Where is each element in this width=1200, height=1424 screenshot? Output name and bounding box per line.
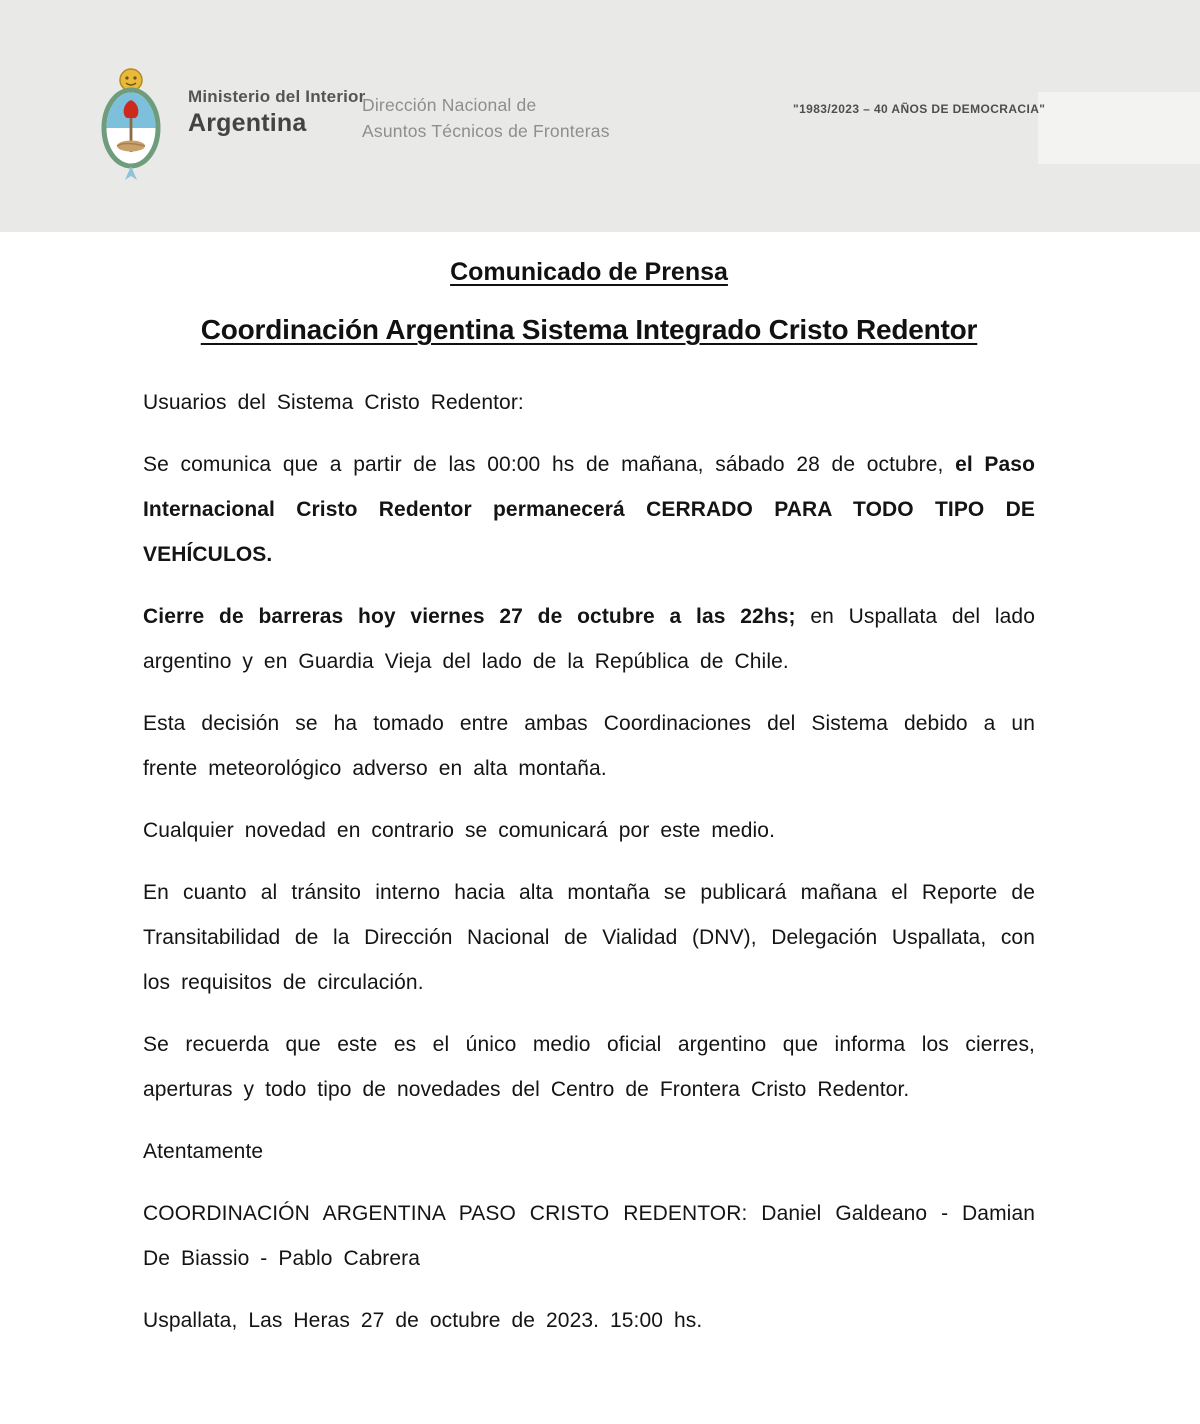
paragraph-run: En cuanto al tránsito interno hacia alta montaña se publicará mañana el Reporte de Transitabilidad de la Dirección Nacional de Vialidad (DNV), Delegación Uspallata, con los requisitos de circulación. [143,881,1035,994]
paragraph-run-bold: Cierre de barreras hoy viernes 27 de octubre a las 22hs; [143,605,796,628]
argentina-coat-of-arms-icon [94,66,168,184]
paragraph-run: Usuarios del Sistema Cristo Redentor: [143,391,524,414]
header-band [0,0,1200,232]
paragraph-run-bold: el Paso Internacional Cristo Redentor permanecerá CERRADO PARA TODO TIPO DE VEHÍCULOS. [143,453,1036,566]
page-title: Comunicado de Prensa [450,258,728,286]
document-body [143,380,1035,1343]
division-line2: Asuntos Técnicos de Fronteras [362,121,610,141]
division-line1: Dirección Nacional de [362,95,537,115]
paragraph [143,380,1035,425]
ministry-block [188,88,365,136]
anniversary-motto: "1983/2023 – 40 AÑOS DE DEMOCRACIA" [793,102,1046,116]
paragraph [143,1129,1035,1174]
paragraph [143,870,1035,1005]
paragraph-run: Cualquier novedad en contrario se comunicará por este medio. [143,819,775,842]
document [0,232,1200,1343]
paragraph [143,442,1035,577]
paragraph-run: Atentamente [143,1140,264,1163]
division-block [362,92,610,144]
paragraph [143,1298,1035,1343]
paragraph-run: COORDINACIÓN ARGENTINA PASO CRISTO REDENTOR: Daniel Galdeano - Damian De Biassio - Pablo Cabrera [143,1202,1035,1270]
paragraph-run: en Uspallata del lado argentino y en Guardia Vieja del lado de la República de Chile. [143,605,1035,673]
paragraph [143,594,1035,684]
ministry-country: Argentina [188,109,307,137]
ministry-name: Ministerio del Interior [188,87,366,106]
paragraph [143,701,1035,791]
page-subtitle: Coordinación Argentina Sistema Integrado Cristo Redentor [200,314,978,345]
paragraph-run: Esta decisión se ha tomado entre ambas Coordinaciones del Sistema debido a un frente meteorológico adverso en alta montaña. [143,712,1035,780]
paragraph-run: Se comunica que a partir de las 00:00 hs de mañana, sábado 28 de octubre, [143,453,956,476]
header-light-patch [1038,92,1200,164]
paragraph [143,1022,1035,1112]
paragraph-run: Uspallata, Las Heras 27 de octubre de 2023. 15:00 hs. [143,1309,703,1332]
paragraph [143,808,1035,853]
paragraph-run: Se recuerda que este es el único medio oficial argentino que informa los cierres, aperturas y todo tipo de novedades del Centro de Frontera Cristo Redentor. [143,1033,1035,1101]
paragraph [143,1191,1035,1281]
